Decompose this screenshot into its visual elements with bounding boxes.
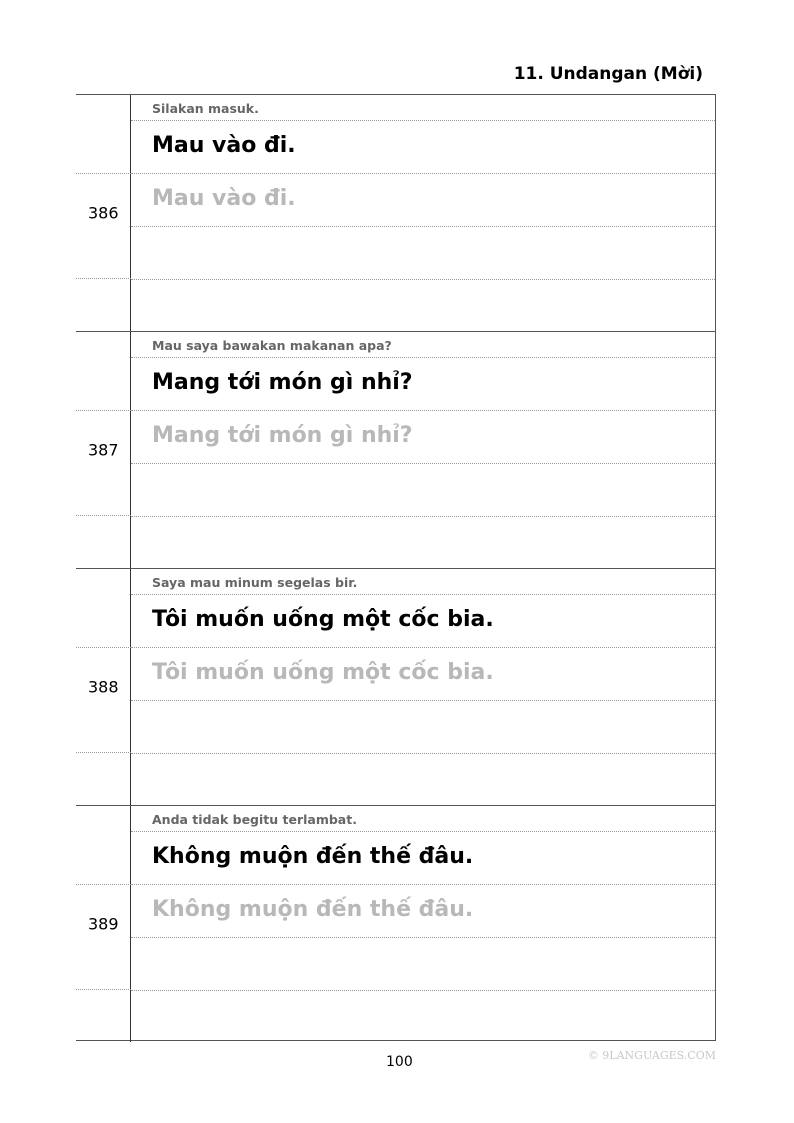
copyright-notice: © 9LANGUAGES.COM [587, 1049, 716, 1062]
number-column-tick [76, 515, 131, 516]
answer-line [131, 358, 715, 411]
number-column-tick [76, 173, 131, 174]
trace-text: Mau vào đi. [152, 186, 296, 211]
prompt-line [131, 569, 715, 595]
blank-line [131, 227, 715, 280]
prompt-text: Mau saya bawakan makanan apa? [152, 338, 392, 353]
trace-line [131, 411, 715, 464]
prompt-line [131, 332, 715, 358]
blank-line [131, 701, 715, 754]
answer-text: Tôi muốn uống một cốc bia. [152, 607, 494, 632]
prompt-line [131, 806, 715, 832]
prompt-line [131, 95, 715, 121]
number-column-tick [76, 752, 131, 753]
answer-text: Mang tới món gì nhỉ? [152, 370, 413, 395]
entry-389 [76, 806, 715, 1042]
number-column [76, 95, 131, 331]
answer-text: Mau vào đi. [152, 133, 296, 158]
entry-number: 386 [88, 203, 119, 223]
answer-line [131, 595, 715, 648]
entry-387 [76, 332, 715, 569]
blank-line [131, 938, 715, 991]
number-column-tick [76, 647, 131, 648]
answer-line [131, 121, 715, 174]
number-column-tick [76, 410, 131, 411]
trace-text: Tôi muốn uống một cốc bia. [152, 660, 494, 685]
trace-text: Không muộn đến thế đâu. [152, 897, 474, 922]
writing-lines [131, 332, 715, 568]
blank-line [131, 464, 715, 517]
prompt-text: Silakan masuk. [152, 101, 259, 116]
answer-text: Không muộn đến thế đâu. [152, 844, 474, 869]
writing-lines [131, 569, 715, 805]
blank-line [131, 280, 715, 332]
answer-line [131, 832, 715, 885]
trace-line [131, 174, 715, 227]
blank-line [131, 991, 715, 1043]
prompt-text: Anda tidak begitu terlambat. [152, 812, 357, 827]
number-column [76, 332, 131, 568]
blank-line [131, 754, 715, 806]
entry-number: 388 [88, 677, 119, 697]
trace-text: Mang tới món gì nhỉ? [152, 423, 413, 448]
number-column [76, 569, 131, 805]
trace-line [131, 885, 715, 938]
entry-386 [76, 95, 715, 332]
writing-sheet [76, 94, 716, 1041]
writing-lines [131, 95, 715, 331]
number-column-tick [76, 278, 131, 279]
page-number: 100 [386, 1054, 413, 1070]
prompt-text: Saya mau minum segelas bir. [152, 575, 358, 590]
number-column-tick [76, 989, 131, 990]
trace-line [131, 648, 715, 701]
writing-lines [131, 806, 715, 1042]
entry-number: 389 [88, 914, 119, 934]
entry-388 [76, 569, 715, 806]
blank-line [131, 517, 715, 569]
section-title: 11. Undangan (Mời) [513, 64, 703, 84]
number-column-tick [76, 884, 131, 885]
entry-number: 387 [88, 440, 119, 460]
number-column [76, 806, 131, 1042]
